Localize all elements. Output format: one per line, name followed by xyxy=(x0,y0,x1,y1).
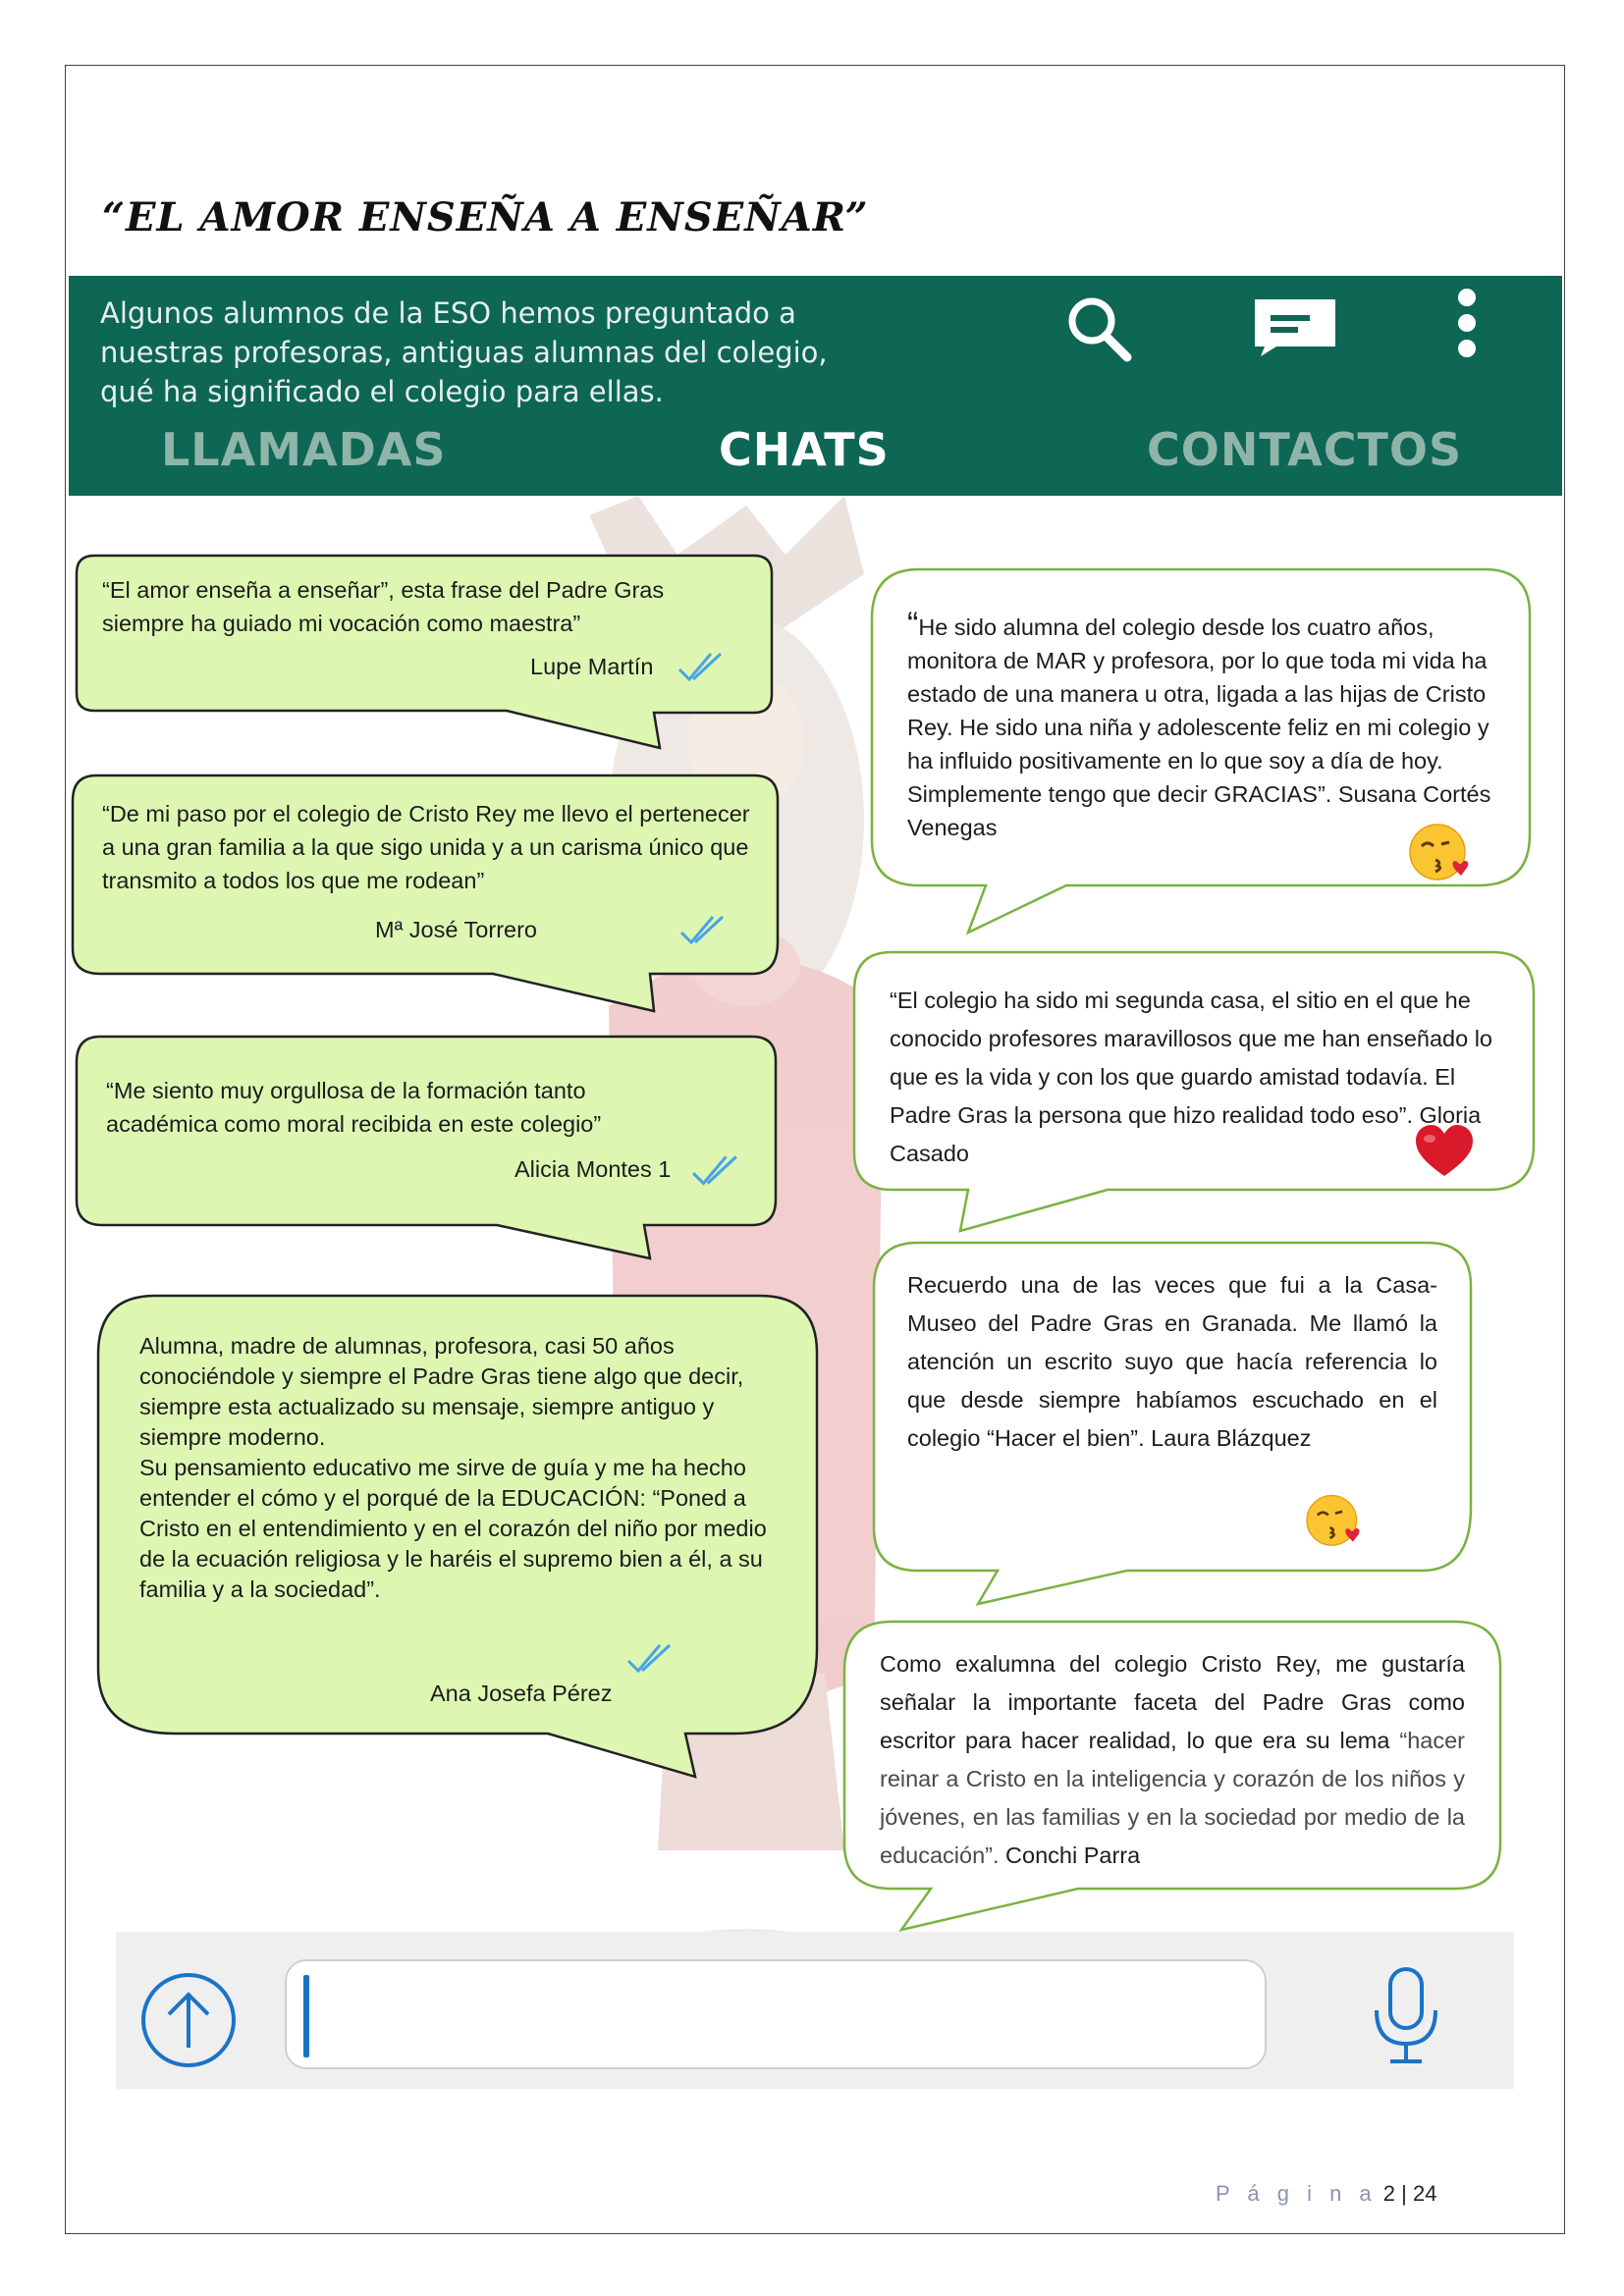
kiss-emoji xyxy=(1300,1492,1369,1547)
chat-bubble-majose xyxy=(71,775,780,1017)
page-label: P á g i n a xyxy=(1216,2181,1378,2206)
new-chat-icon[interactable] xyxy=(1247,292,1345,365)
double-check-icon xyxy=(677,650,725,685)
heart-emoji xyxy=(1414,1125,1475,1178)
message-author: Mª José Torrero xyxy=(375,917,537,942)
message-body: He sido alumna del colegio desde los cuatro años, monitora de MAR y profesora, por lo que toda mi vida ha estado de una manera u otra, ligada a las hijas de Cristo Rey. He sido una niña y adolescente feliz en mi colegio y ha influido positivamente en lo que soy a día de hoy. Simplemente tengo que decir GRACIAS”. Susana Cortés Venegas xyxy=(907,614,1491,840)
chat-bubble-anajosefa xyxy=(96,1296,819,1783)
chat-bubble-laura xyxy=(872,1243,1473,1606)
double-check-icon xyxy=(691,1152,740,1190)
message-text xyxy=(907,606,1496,844)
microphone-icon[interactable] xyxy=(1369,1965,1443,2072)
message-author: Lupe Martín xyxy=(530,654,654,679)
message-text: “Me siento muy orgullosa de la formación tanto académica como moral recibida en este colegio” xyxy=(106,1078,602,1137)
chat-bubble-conchi xyxy=(842,1622,1502,1932)
chat-bubble-gloria xyxy=(852,952,1536,1237)
kiss-emoji xyxy=(1408,821,1473,881)
page-current: 2 xyxy=(1382,2181,1396,2206)
chat-bubble-susana xyxy=(870,569,1532,934)
message-author: Ana Josefa Pérez xyxy=(430,1681,613,1706)
message-text: Recuerdo una de las veces que fui a la Casa-Museo del Padre Gras en Granada. Me llamó la atención un escrito suyo que hacía referencia lo que desde siempre habíamos escuchado en el colegio “Hacer el bien”. Laura Blázquez xyxy=(907,1272,1437,1451)
intro-line-3: qué ha significado el colegio para ellas. xyxy=(100,375,664,408)
text-cursor xyxy=(303,1975,309,2057)
chat-bubble-alicia xyxy=(75,1037,778,1264)
more-vertical-icon[interactable] xyxy=(1455,286,1479,365)
tab-chats[interactable]: CHATS xyxy=(719,423,890,476)
upload-arrow-icon[interactable] xyxy=(135,1971,242,2074)
page-total: 24 xyxy=(1413,2181,1437,2206)
message-text xyxy=(880,1645,1465,1875)
message-text: “El amor enseña a enseñar”, esta frase del Padre Gras siempre ha guiado mi vocación como maestra” xyxy=(102,577,665,636)
chat-bubble-lupe xyxy=(75,556,774,752)
message-body: Como exalumna del colegio Cristo Rey, me gustaría señalar la importante faceta del Padre Gras como escritor para hacer realidad, lo que era su lema xyxy=(880,1651,1465,1753)
tab-contactos[interactable]: CONTACTOS xyxy=(1147,423,1463,476)
intro-line-1: Algunos alumnos de la ESO hemos preguntado a xyxy=(100,296,796,330)
page-number xyxy=(1216,2181,1437,2207)
header-intro xyxy=(100,294,984,411)
tab-llamadas[interactable]: LLAMADAS xyxy=(161,423,447,476)
chat-app-header xyxy=(69,276,1562,496)
message-input[interactable] xyxy=(285,1959,1267,2069)
message-author: Alicia Montes 1 xyxy=(514,1156,672,1182)
header-tabs xyxy=(69,423,1562,486)
message-paragraph-1: Alumna, madre de alumnas, profesora, casi 50 años conociéndole y siempre el Padre Gras tiene algo que decir, siempre esta actualizado su mensaje, siempre antiguo y siempre moderno. xyxy=(139,1333,744,1450)
double-check-icon xyxy=(679,913,727,948)
quote-mark: “ xyxy=(907,606,919,643)
double-check-icon xyxy=(626,1641,674,1677)
page-separator: | xyxy=(1401,2181,1407,2206)
message-text: “De mi paso por el colegio de Cristo Rey me llevo el pertenecer a una gran familia a la que sigo unida y a un carisma único que transmito a todos los que me rodean” xyxy=(102,801,750,893)
message-quote: “hacer reinar a Cristo en la inteligencia y corazón de los niños y jóvenes, en las familias y en la sociedad por medio de la educación”. xyxy=(880,1728,1465,1868)
message-text xyxy=(139,1331,778,1605)
message-paragraph-2: Su pensamiento educativo me sirve de guía y me ha hecho entender el cómo y el porqué de la EDUCACIÓN: “Poned a Cristo en el entendimiento y en el corazón del niño por medio de la ecuación religiosa y le haréis el supremo bien a él, a su familia y a la sociedad”. xyxy=(139,1455,767,1602)
message-input-bar xyxy=(116,1932,1514,2089)
search-icon[interactable] xyxy=(1060,290,1139,373)
intro-line-2: nuestras profesoras, antiguas alumnas del colegio, xyxy=(100,336,828,369)
page-title: “EL AMOR ENSEÑA A ENSEÑAR” xyxy=(102,194,869,240)
message-author: Conchi Parra xyxy=(1005,1842,1141,1868)
message-text: “El colegio ha sido mi segunda casa, el sitio en el que he conocido profesores maravillosos que me han enseñado lo que es la vida y con los que guardo amistad todavía. El Padre Gras la persona que hizo realidad todo eso”. Gloria Casado xyxy=(890,988,1492,1166)
